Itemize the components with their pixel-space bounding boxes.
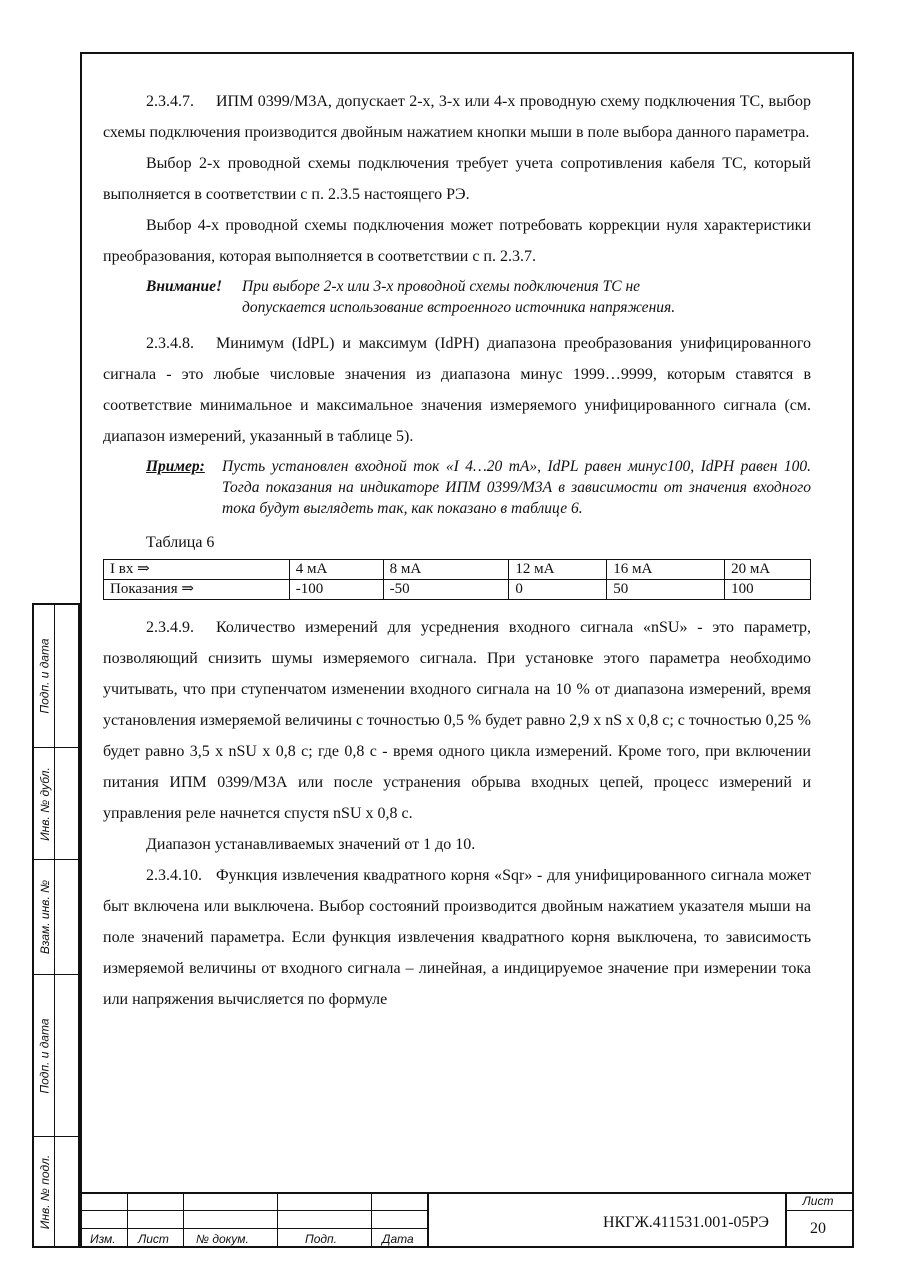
stamp-col-label: Дата <box>382 1232 414 1246</box>
table-6 <box>103 559 811 600</box>
clause-number: 2.3.4.10. <box>146 867 202 884</box>
table-row <box>104 580 811 600</box>
stamp-col-label: № докум. <box>196 1232 249 1246</box>
clause-number: 2.3.4.9. <box>146 619 194 636</box>
side-stamp-cell <box>34 1137 78 1246</box>
side-stamp-label: Инв. № подл. <box>38 1154 52 1229</box>
table-cell: Показания ⇒ <box>104 580 290 600</box>
sheet-number: 20 <box>810 1220 826 1237</box>
paragraph-text: ИПМ 0399/М3А, допускает 2-х, 3-х или 4-х проводную схему подключения ТС, выбор схемы подключения производится двойным нажатием кнопки мыши в поле выбора данного параметра. <box>103 93 811 141</box>
side-stamp-cell <box>34 975 78 1137</box>
stamp-col-label: Лист <box>138 1232 169 1246</box>
example-text: Пусть установлен входной ток «I 4…20 mA», IdPL равен минус100, IdPH равен 100. Тогда показания на индикаторе ИПМ 0399/М3А в зависимости от значения входного тока будут выглядеть так, как показано в таблице 6. <box>222 458 811 517</box>
side-stamp-cell <box>34 605 78 748</box>
warning-text: При выборе 2-х или 3-х проводной схемы подключения ТС не допускается использование встроенного источника напряжения. <box>242 278 676 316</box>
table-caption: Таблица 6 <box>146 534 215 551</box>
table-cell: I вх ⇒ <box>104 560 290 580</box>
paragraph-four-wire: Выбор 4-х проводной схемы подключения может потребовать коррекции нуля характеристики преобразования, которая выполняется в соответствии с п. 2.3.7. <box>103 217 811 265</box>
side-stamp-label: Подп. и дата <box>38 1017 52 1094</box>
paragraph-2-3-4-9 <box>103 612 811 829</box>
table-cell: -50 <box>383 580 509 600</box>
stamp-col-label: Подп. <box>305 1232 337 1246</box>
table-cell: 0 <box>509 580 607 600</box>
table-cell: 8 мА <box>383 560 509 580</box>
table-cell: -100 <box>289 580 383 600</box>
document-number: НКГЖ.411531.001-05РЭ <box>602 1214 769 1231</box>
table-cell: 100 <box>725 580 811 600</box>
warning-note <box>146 276 811 318</box>
paragraph-text: Количество измерений для усреднения входного сигнала «nSU» - это параметр, позволяющий снизить шумы измеряемого сигнала. При установке этого параметра необходимо учитывать, что при ступенчатом изменении входного сигнала на 10 % от диапазона измерений, время установления измеряемой величины с точностью 0,5 % будет равно 2,9 x nS x 0,8 с; с точностью 0,25 % будет равно 3,5 x nSU x 0,8 с; где 0,8 с - время одного цикла измерений. Кроме того, при включении питания ИПМ 0399/М3А или после устранения обрыва входных цепей, процесс измерений и управления реле начнется спустя nSU x 0,8 с. <box>103 619 811 822</box>
side-stamp <box>32 603 80 1248</box>
table-cell: 50 <box>607 580 725 600</box>
paragraph-range: Диапазон устанавливаемых значений от 1 до 10. <box>146 836 476 853</box>
sheet-label: Лист <box>802 1194 834 1208</box>
paragraph-2-3-4-7 <box>103 86 811 148</box>
paragraph-2-3-4-10 <box>103 860 811 1015</box>
side-stamp-label: Подп. и дата <box>38 638 52 714</box>
clause-number: 2.3.4.8. <box>146 335 194 352</box>
side-stamp-cell <box>34 860 78 975</box>
table-cell: 12 мА <box>509 560 607 580</box>
paragraph-text: Минимум (IdPL) и максимум (IdPH) диапазона преобразования унифицированного сигнала - это любые числовые значения из диапазона минус 1999…9999, которым ставятся в соответствие минимальное и максимальное значения измеряемого унифицированного сигнала (см. диапазон измерений, указанный в таблице 5). <box>103 335 811 445</box>
table-cell: 16 мА <box>607 560 725 580</box>
paragraph-two-wire: Выбор 2-х проводной схемы подключения требует учета сопротивления кабеля ТС, который выполняется в соответствии с п. 2.3.5 настоящего РЭ. <box>103 155 811 203</box>
stamp-col-label: Изм. <box>90 1232 116 1246</box>
table-cell: 4 мА <box>289 560 383 580</box>
example-label: Пример: <box>146 458 205 475</box>
side-stamp-label: Инв. № дубл. <box>38 766 52 841</box>
title-block <box>80 1192 854 1248</box>
table-row <box>104 560 811 580</box>
table-cell: 20 мА <box>725 560 811 580</box>
warning-label: Внимание! <box>146 278 223 295</box>
paragraph-2-3-4-8 <box>103 328 811 452</box>
clause-number: 2.3.4.7. <box>146 93 194 110</box>
page-content <box>103 86 811 1015</box>
side-stamp-cell <box>34 748 78 860</box>
side-stamp-label: Взам. инв. № <box>38 879 53 955</box>
example-note <box>146 456 811 519</box>
paragraph-text: Функция извлечения квадратного корня «Sqr» - для унифицированного сигнала может быт включена или выключена. Выбор состояний производится двойным нажатием указателя мыши на поле значений параметра. Если функция извлечения квадратного корня выключена, то зависимость измеряемой величины от входного сигнала – линейная, а индицируемое значение при измерении тока или напряжения вычисляется по формуле <box>103 867 811 1008</box>
